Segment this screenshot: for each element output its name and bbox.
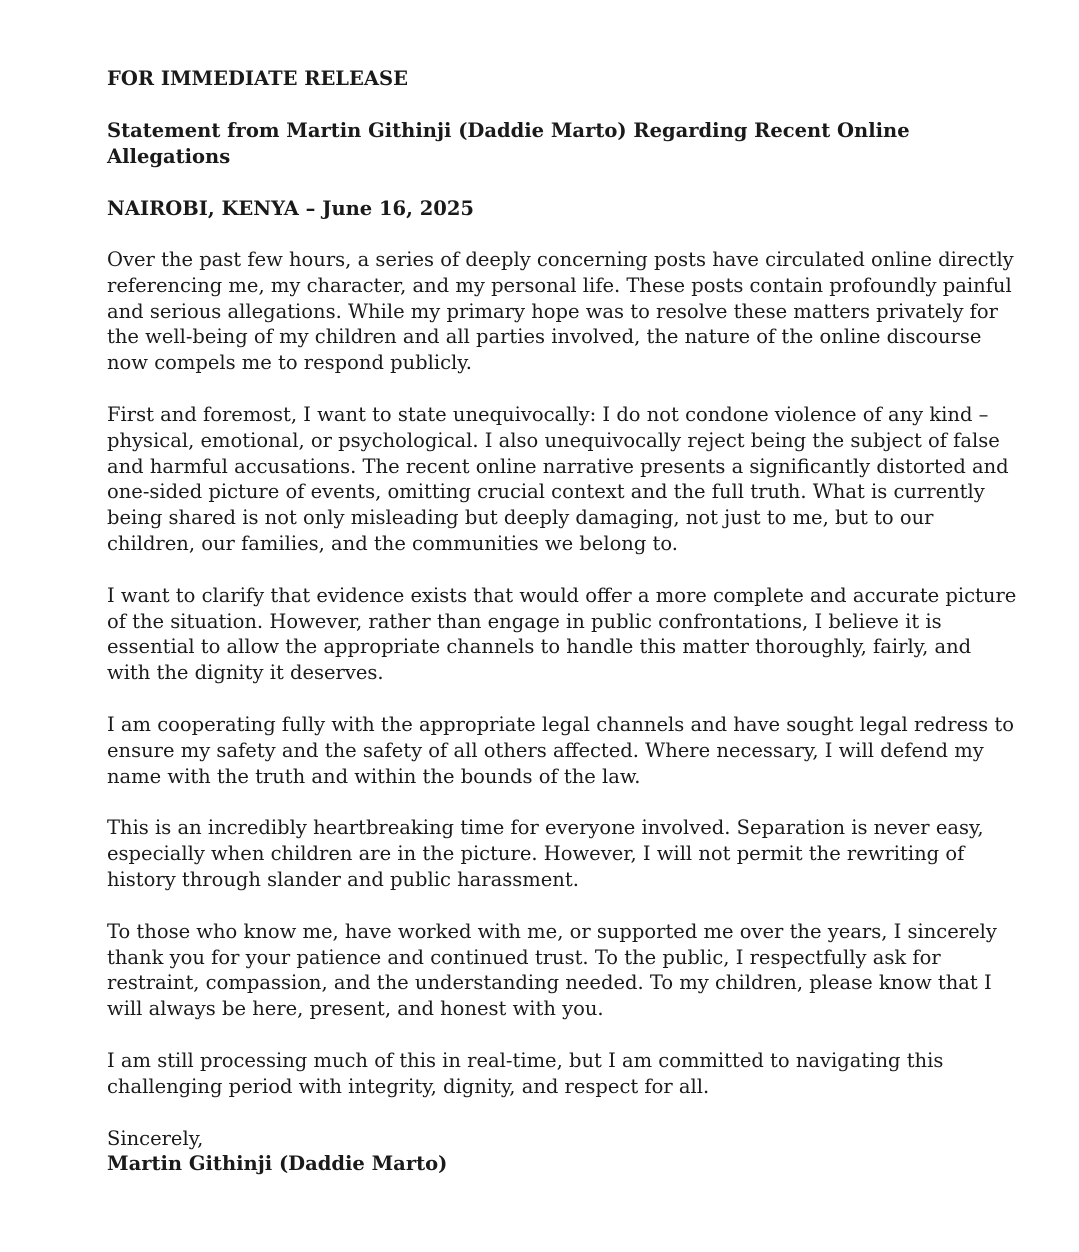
paragraph-line: restraint, compassion, and the understanding needed. To my children, please know that I xyxy=(107,971,992,995)
closing-salutation: Sincerely, xyxy=(107,1126,204,1150)
paragraph-line: the well-being of my children and all parties involved, the nature of the online discourse xyxy=(107,325,982,349)
release-label: FOR IMMEDIATE RELEASE xyxy=(107,67,408,90)
paragraph-line: First and foremost, I want to state unequivocally: I do not condone violence of any kind – xyxy=(107,402,989,426)
paragraph-thanks xyxy=(107,919,997,1022)
paragraph-legal xyxy=(107,712,1014,789)
paragraph-line: referencing me, my character, and my personal life. These posts contain profoundly painful xyxy=(107,273,1012,297)
paragraph-evidence xyxy=(107,583,1017,686)
paragraph-line: I am still processing much of this in real-time, but I am committed to navigating this xyxy=(107,1048,944,1072)
paragraph-line: essential to allow the appropriate channels to handle this matter thoroughly, fairly, and xyxy=(107,635,972,659)
paragraph-line: now compels me to respond publicly. xyxy=(107,351,472,375)
paragraph-line: with the dignity it deserves. xyxy=(107,661,384,685)
paragraph-line: and serious allegations. While my primary hope was to resolve these matters privately for xyxy=(107,299,998,323)
paragraph-line: name with the truth and within the bounds of the law. xyxy=(107,764,641,788)
signature-name: Martin Githinji (Daddie Marto) xyxy=(107,1152,448,1176)
paragraph-line: physical, emotional, or psychological. I also unequivocally reject being the subject of false xyxy=(107,428,1000,452)
paragraph-closing xyxy=(107,1048,987,1100)
paragraph-line: especially when children are in the picture. However, I will not permit the rewriting of xyxy=(107,842,965,866)
paragraph-line: I am cooperating fully with the appropriate legal channels and have sought legal redress to xyxy=(107,712,1014,736)
paragraph-line: To those who know me, have worked with me, or supported me over the years, I sincerely xyxy=(107,919,997,943)
paragraph-line: children, our families, and the communities we belong to. xyxy=(107,531,678,555)
paragraph-line: challenging period with integrity, dignity, and respect for all. xyxy=(107,1074,710,1098)
dateline: NAIROBI, KENYA – June 16, 2025 xyxy=(107,197,474,220)
statement-title: Statement from Martin Githinji (Daddie Marto) Regarding Recent Online Allegations xyxy=(107,119,910,168)
paragraph-position xyxy=(107,402,1009,557)
paragraph-opening xyxy=(107,247,1014,376)
press-statement-document xyxy=(107,66,1017,1177)
paragraph-line: ensure my safety and the safety of all others affected. Where necessary, I will defend my xyxy=(107,738,984,762)
paragraph-line: being shared is not only misleading but deeply damaging, not just to me, but to our xyxy=(107,506,934,530)
paragraph-line: I want to clarify that evidence exists that would offer a more complete and accurate picture xyxy=(107,583,1017,607)
paragraph-separation xyxy=(107,815,987,892)
paragraph-line: one-sided picture of events, omitting crucial context and the full truth. What is currently xyxy=(107,480,985,504)
paragraph-line: will always be here, present, and honest with you. xyxy=(107,997,604,1021)
paragraph-line: Over the past few hours, a series of deeply concerning posts have circulated online directly xyxy=(107,248,1014,271)
paragraph-line: This is an incredibly heartbreaking time for everyone involved. Separation is never easy, xyxy=(107,816,984,840)
paragraph-line: history through slander and public harassment. xyxy=(107,867,579,891)
paragraph-line: and harmful accusations. The recent online narrative presents a significantly distorted and xyxy=(107,454,1009,478)
paragraph-line: thank you for your patience and continued trust. To the public, I respectfully ask for xyxy=(107,945,941,969)
paragraph-line: of the situation. However, rather than engage in public confrontations, I believe it is xyxy=(107,609,942,633)
